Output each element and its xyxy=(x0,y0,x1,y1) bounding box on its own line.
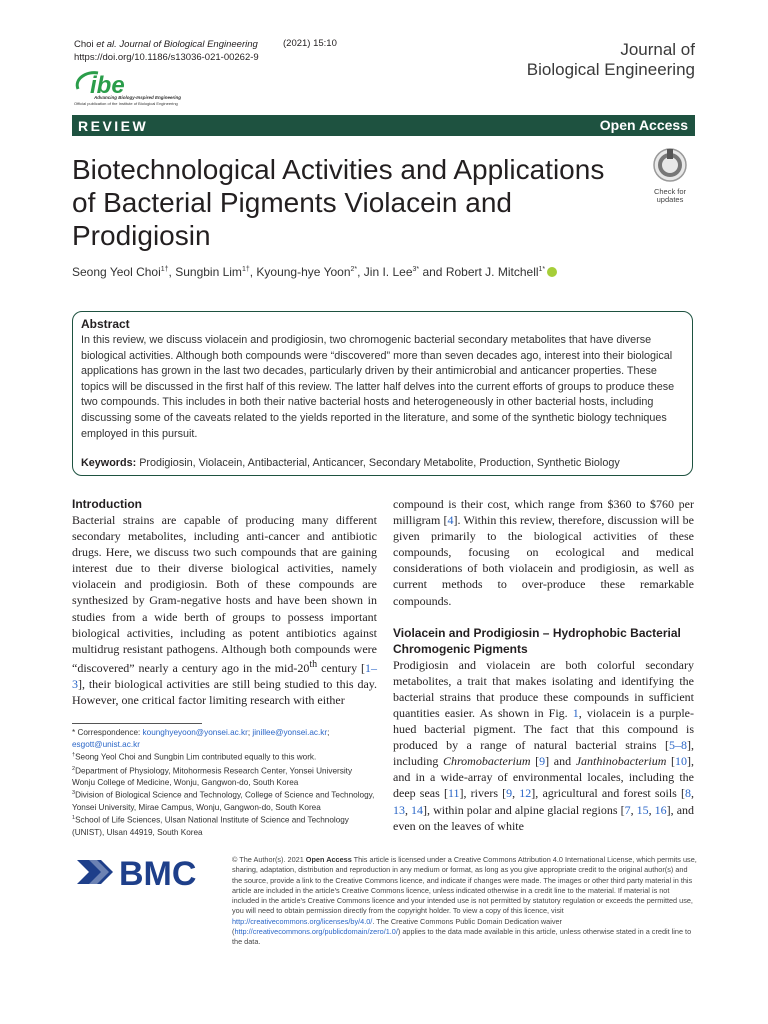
author-separator: , xyxy=(168,265,176,279)
pigments-paragraph xyxy=(393,657,694,834)
body-text: , violacein is a purple-hued bacterial pigment. The fact that this compound is produced by a range of natural bacterial strains [ xyxy=(393,705,694,753)
reference-link[interactable]: 7 xyxy=(624,802,631,817)
license-body: ) applies to the data made available in this article, unless otherwise stated in a credit line to the data. xyxy=(232,927,692,947)
article-title: Biotechnological Activities and Applications of Bacterial Pigments Violacein and Prodigiosin xyxy=(72,154,605,251)
reference-link[interactable]: 10 xyxy=(675,754,687,769)
body-text: ], and in a wide-array of environmental locales, including the deep seas [ xyxy=(393,754,694,801)
reference-link[interactable]: 9 xyxy=(506,786,513,801)
reference-link[interactable]: 1–3 xyxy=(72,660,378,691)
section-heading-pigments: Violacein and Prodigiosin – Hydrophobic Bacterial Chromogenic Pigments xyxy=(393,625,681,656)
intro-superscript: th xyxy=(309,658,318,670)
equal-contribution: †Seong Yeol Choi and Sungbin Lim contributed equally to this work. xyxy=(72,752,317,762)
author-list xyxy=(72,265,712,279)
license-body: This article is licensed under a Creative Commons Attribution 4.0 International License, which permits use, sharing, adaptation, distribution and reproduction in any medium or format, as long as you give appropriate credit to the original author(s) and the source, provide a link to the Creative Commons licence, and indicate if changes were made. The images or other third party material in this article are included in the article's Creative Commons licence, unless indicated otherwise in a credit line to the material. If material is not included in the article's Creative Commons licence and your intended use is not permitted by statutory regulation or exceeds the permitted use, you will need to obtain permission directly from the copyright holder. To view a copy of this licence, visit xyxy=(232,855,697,916)
email-link[interactable]: kounghyeyoon@yonsei.ac.kr xyxy=(142,728,248,737)
body-text: , xyxy=(630,802,637,817)
reference-link[interactable]: 14 xyxy=(411,802,424,817)
body-text: ], rivers [ xyxy=(459,786,507,801)
body-text: ], including xyxy=(393,738,694,769)
license-text xyxy=(232,855,698,948)
journal-name-line1: Journal of xyxy=(620,40,695,59)
author-name[interactable]: Sungbin Lim xyxy=(175,265,242,279)
species-name: Janthinobacterium xyxy=(575,754,667,769)
logo-tagline: Advancing Biology-Inspired Engineering xyxy=(94,95,182,100)
license-body: . The Creative Commons Public Domain Dedication waiver ( xyxy=(232,916,562,937)
abstract-heading: Abstract xyxy=(81,317,130,331)
body-text: ], agricultural and forest soils [ xyxy=(531,786,686,801)
check-updates-line1: Check for xyxy=(653,187,687,196)
footnotes xyxy=(72,727,377,838)
body-column-left xyxy=(72,496,377,708)
footnote-divider xyxy=(72,723,202,724)
affiliation-3: $^3$Division of Biological Science and Technology, College of Science and Technology, Yonsei University, Mirae Campus, Wonju, Gangwon-do, South Korea xyxy=(72,790,375,812)
body-text: , xyxy=(691,786,695,801)
bmc-logo-icon xyxy=(75,852,215,892)
citation-volume: (2021) 15:10 xyxy=(283,38,337,49)
author-affiliation: 1† xyxy=(241,266,250,273)
figure-link[interactable]: 1 xyxy=(572,705,579,720)
keywords-list: Prodigiosin, Violacein, Antibacterial, Anticancer, Secondary Metabolite, Production, Synthetic Biology xyxy=(139,457,620,469)
open-access-label: Open Access xyxy=(599,117,688,133)
logo-text: ibe xyxy=(90,72,125,99)
keywords-label: Keywords: xyxy=(81,457,137,469)
reference-link[interactable]: 11 xyxy=(447,786,460,801)
body-text: , xyxy=(648,802,655,817)
species-name: Chromobacterium xyxy=(442,754,531,769)
reference-link[interactable]: 16 xyxy=(654,802,667,817)
body-text: , xyxy=(405,802,412,817)
abstract-text: In this review, we discuss violacein and prodigiosin, two chromogenic bacterial secondary metabolites that have diverse biological activities. Although both compounds were “discovered” more than seven decades ago, interest into their biological applications has grown in the last two decades, particularly driven by their antimicrobial and anticancer properties. These topics will be discussed in the first half of this review. The latter half delves into the current efforts of groups to produce these two compounds. This includes in both their native bacterial hosts and heterogeneously in other bacterial hosts, including discussing some of the caveats related to the yields reported in the literature, and some of the synthetic biology techniques employed in this pursuit. xyxy=(81,334,675,440)
affiliation-1: $^1$School of Life Sciences, Ulsan National Institute of Science and Technology (UNIST), Ulsan 44919, South Korea xyxy=(72,815,349,837)
email-link[interactable]: jinillee@yonsei.ac.kr xyxy=(252,728,328,737)
logo-subline: Official publication of the Institute of Biological Engineering xyxy=(74,101,178,106)
body-text: ]. Within this review, therefore, discussion will be given primarily to the biological activities of these compounds, focusing on ecological and medical considerations of both violacein and prodigiosin, as well as current methods to over-produce these remarkable compounds. xyxy=(393,513,694,608)
intro-paragraph xyxy=(72,512,377,708)
reference-link[interactable]: 13 xyxy=(393,802,405,817)
reference-link[interactable]: 15 xyxy=(636,802,649,817)
author-separator: , xyxy=(357,265,364,279)
section-heading-introduction: Introduction xyxy=(72,497,142,511)
license-open-access: Open Access xyxy=(305,855,352,864)
keywords xyxy=(81,457,685,469)
author-separator: and xyxy=(419,265,446,279)
equal-contribution-text: Seong Yeol Choi and Sungbin Lim contributed equally to this work. xyxy=(75,752,317,762)
author-name[interactable]: Jin I. Lee xyxy=(363,265,413,279)
body-text: [ xyxy=(530,754,540,769)
citation-author: Choi xyxy=(74,39,94,50)
license-link[interactable]: http://creativecommons.org/publicdomain/zero/1.0/ xyxy=(234,927,398,937)
body-text: ], and even on the leaves of white xyxy=(393,802,695,833)
body-text: ], within polar and alpine glacial regions [ xyxy=(423,802,625,817)
reference-link[interactable]: 12 xyxy=(519,786,532,801)
journal-name-line2: Biological Engineering xyxy=(526,60,695,79)
intro-text: Bacterial strains are capable of producing many different secondary metabolites, including anti-cancer and antibiotic drugs. Here, we discuss two such compounds that are gaining interest due to their diverse biological activities, namely violacein and prodigiosin. Both of these compounds are synthesized by Gram-negative hosts and have been shown in studies from a wide berth of groups to possess important biological activities, including as potent antibiotics against multidrug resistant pathogens. Although both compounds were “discovered” nearly a century ago in the mid-20 xyxy=(72,513,377,675)
reference-link[interactable]: 5–8 xyxy=(669,738,687,753)
body-text: compound is their cost, which range from $360 to $760 per milligram [ xyxy=(393,497,694,528)
spacer xyxy=(393,609,694,625)
correspondence-label: * Correspondence: xyxy=(72,728,143,737)
citation-line xyxy=(74,38,258,51)
check-updates-icon xyxy=(652,147,688,183)
reference-link[interactable]: 8 xyxy=(685,786,692,801)
bmc-logo-text: BMC xyxy=(119,855,197,892)
affiliation-2: $^2$Department of Physiology, Mitohormesis Research Center, Yonsei University Wonju College of Medicine, Wonju, Gangwon-do, South Korea xyxy=(72,765,353,787)
citation-journal: et al. Journal of Biological Engineering xyxy=(96,39,258,50)
email-link[interactable]: esgott@unist.ac.kr xyxy=(72,739,140,749)
article-type-label: REVIEW xyxy=(78,118,149,134)
affiliation-text: Division of Biological Science and Technology, College of Science and Technology, Yonsei University, Mirae Campus, Wonju, Gangwon-do, South Korea xyxy=(72,791,375,812)
bmc-logo xyxy=(75,852,215,892)
author-name[interactable]: Robert J. Mitchell xyxy=(445,265,539,279)
author-affiliation: 2* xyxy=(350,266,358,273)
body-column-right xyxy=(393,496,694,834)
author-affiliation: 3* xyxy=(412,266,420,273)
check-updates-line2: updates xyxy=(656,195,684,204)
intro-paragraph-continued xyxy=(393,496,694,609)
intro-text: century [ xyxy=(317,660,366,675)
author-separator: , xyxy=(249,265,257,279)
check-for-updates-button[interactable] xyxy=(645,147,695,202)
journal-name xyxy=(527,40,695,80)
body-text: [ xyxy=(666,754,675,769)
author-name[interactable]: Seong Yeol Choi xyxy=(72,265,161,279)
body-text: ] and xyxy=(545,754,576,769)
body-text: , xyxy=(512,786,520,801)
author-name[interactable]: Kyoung-hye Yoon xyxy=(256,265,351,279)
author-affiliation: 1† xyxy=(160,266,169,273)
license-copyright: © The Author(s). 2021 xyxy=(232,855,306,864)
license-link[interactable]: http://creativecommons.org/licenses/by/4.0/ xyxy=(232,916,373,926)
intro-text: ], their biological activities are still being studied to this day. However, one critical factor limiting research with either xyxy=(72,676,377,708)
doi-link[interactable]: https://doi.org/10.1186/s13036-021-00262-9 xyxy=(74,52,259,63)
affiliation-text: School of Life Sciences, Ulsan National Institute of Science and Technology (UNIST), Ulsan 44919, South Korea xyxy=(72,816,349,837)
affiliation-text: Department of Physiology, Mitohormesis Research Center, Yonsei University Wonju College of Medicine, Wonju, Gangwon-do, South Korea xyxy=(72,766,353,787)
orcid-icon[interactable] xyxy=(547,267,557,277)
reference-link[interactable]: 4 xyxy=(447,513,454,528)
correspondence: * Correspondence: kounghyeyoon@yonsei.ac.kr; jinillee@yonsei.ac.kr; esgott@unist.ac.kr xyxy=(72,728,330,749)
author-affiliation: 1* xyxy=(538,266,546,273)
reference-link[interactable]: 9 xyxy=(539,754,546,769)
body-text: Prodigiosin and violacein are both colorful secondary metabolites, a trait that makes isolating and identifying the bacterial strains that produce these compounds in sufficient quantities easier. As shown in Fig. xyxy=(393,657,694,720)
